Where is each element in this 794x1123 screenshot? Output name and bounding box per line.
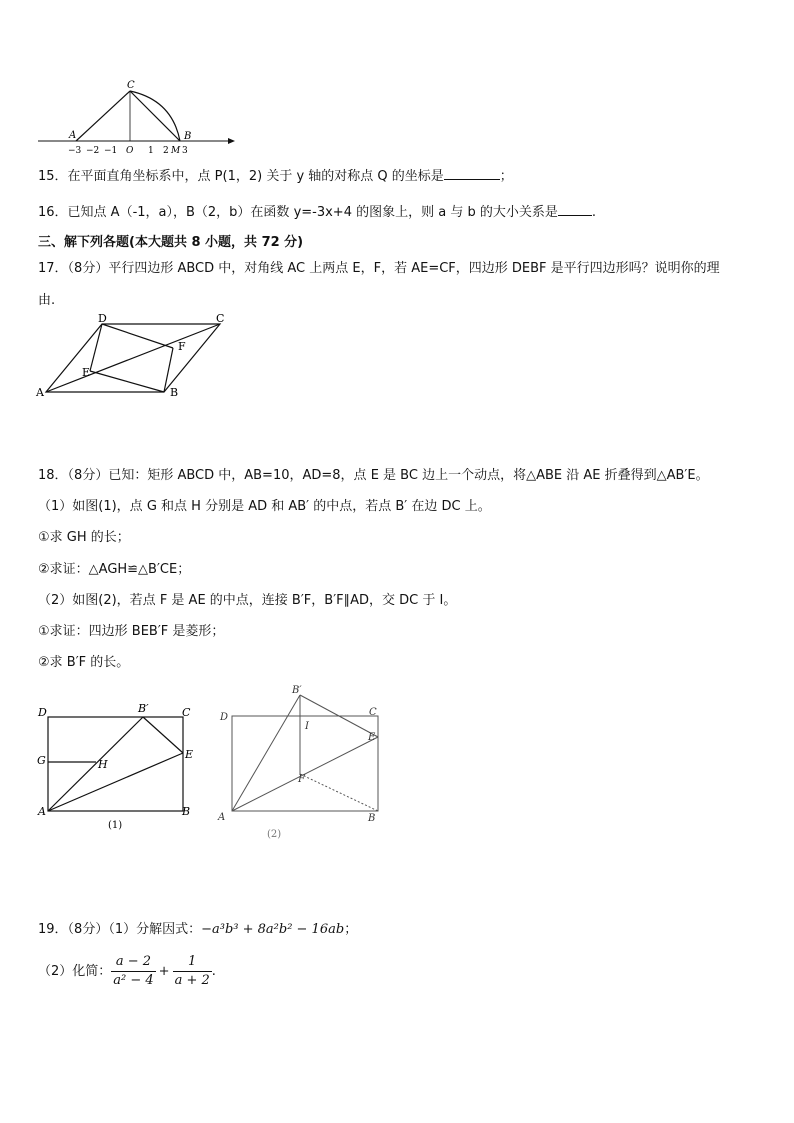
- fig2-label-e: E: [368, 732, 376, 743]
- fraction-2-denominator: a + 2: [174, 973, 210, 988]
- fig1-label-b: B: [182, 805, 191, 818]
- fig2-caption: (2): [267, 829, 282, 840]
- q19-line1-tail: ；: [344, 922, 358, 937]
- q19-line1-prefix: 19．（8分）（1）分解因式：: [38, 922, 202, 937]
- q18-line2: （1）如图(1)，点 G 和点 H 分别是 AD 和 AB′ 的中点，若点 B′ 在边 DC 上。: [38, 499, 491, 514]
- q19-expression-1: −a³b³ + 8a²b² − 16ab: [201, 922, 345, 937]
- section-3-heading: 三、解下列各题(本大题共 8 小题，共 72 分): [38, 235, 304, 250]
- q18-line4: ②求证：△AGH≌△B′CE；: [38, 562, 191, 577]
- q19-part2: [38, 952, 216, 992]
- question-16: [38, 203, 596, 222]
- fig14-tick-6: 2: [163, 146, 169, 156]
- q18-line5: （2）如图(2)，若点 F 是 AE 的中点，连接 B′F，B′F∥AD，交 DC 于 I。: [38, 593, 457, 608]
- q19-part1: [38, 921, 357, 939]
- fig2-label-b: B: [368, 813, 376, 824]
- q19-tail: .: [211, 964, 216, 979]
- fraction-1-numerator: a − 2: [111, 953, 155, 972]
- fig14-tick-1: −3: [68, 146, 82, 156]
- fig14-tick-8: 3: [182, 146, 188, 156]
- fig2-label-d: D: [220, 712, 229, 723]
- q17-line2: 由.: [38, 293, 56, 308]
- fig2-label-b-prime: B′: [292, 685, 302, 696]
- fig14-tick-7: M: [171, 146, 181, 156]
- q19-line2-prefix: （2）化简：: [38, 964, 112, 979]
- q17-label-c: C: [216, 312, 225, 325]
- fig1-label-a: A: [38, 805, 46, 818]
- fig1-label-e: E: [185, 748, 194, 761]
- q17-parallelogram-figure: [30, 310, 240, 402]
- q14-figure: [30, 78, 240, 158]
- fig14-label-c: C: [127, 80, 135, 91]
- q18-figure-2: [212, 680, 392, 845]
- q15-text: 15．在平面直角坐标系中，点 P(1，2) 关于 y 轴的对称点 Q 的坐标是: [38, 169, 444, 184]
- fig2-label-a: A: [218, 812, 226, 823]
- fig2-label-f: F: [298, 774, 305, 785]
- fig1-label-h: H: [98, 758, 108, 771]
- fig14-tick-2: −2: [86, 146, 100, 156]
- q17-label-b: B: [170, 386, 179, 399]
- q18-figure-1: [30, 698, 205, 838]
- fig1-caption: (1): [108, 820, 123, 831]
- fig1-label-d: D: [38, 706, 47, 719]
- q18-line7: ②求 B′F 的长。: [38, 655, 130, 670]
- q17-label-a: A: [36, 386, 44, 399]
- fraction-1-denominator: a² − 4: [113, 973, 154, 988]
- fig1-label-c: C: [182, 706, 191, 719]
- q15-tail: ；: [499, 169, 513, 184]
- q17-label-f: F: [178, 340, 186, 353]
- q16-tail: .: [591, 205, 596, 220]
- q16-text: 16．已知点 A（-1，a），B（2，b）在函数 y=-3x+4 的图象上，则 a 与 b 的大小关系是: [38, 205, 558, 220]
- fig1-label-g: G: [37, 754, 46, 767]
- q18-line6: ①求证：四边形 BEB′F 是菱形；: [38, 624, 225, 639]
- q15-answer-blank[interactable]: [444, 167, 500, 180]
- q18-line3: ①求 GH 的长；: [38, 530, 130, 545]
- q17-line1: 17．（8分）平行四边形 ABCD 中，对角线 AC 上两点 E，F，若 AE=CF，四边形 DEBF 是平行四边形吗？说明你的理: [38, 261, 720, 276]
- fig2-label-c: C: [369, 707, 377, 718]
- q16-answer-blank[interactable]: [558, 203, 592, 216]
- fraction-2-numerator: 1: [173, 953, 212, 972]
- q18-line1: 18．（8分）已知：矩形 ABCD 中，AB=10，AD=8，点 E 是 BC 边上一个动点，将△ABE 沿 AE 折叠得到△AB′E。: [38, 468, 709, 483]
- fig14-tick-4: O: [126, 146, 134, 156]
- q17-label-e: E: [82, 366, 91, 379]
- fig14-tick-5: 1: [148, 146, 154, 156]
- fig1-label-b-prime: B′: [138, 702, 149, 715]
- q19-fraction-2: [173, 953, 212, 990]
- fig14-label-b: B: [184, 131, 192, 142]
- fig2-label-i: I: [305, 721, 309, 732]
- question-15: [38, 167, 513, 186]
- fig14-label-a: A: [69, 130, 77, 141]
- fig14-tick-3: −1: [104, 146, 118, 156]
- q19-fraction-1: [111, 953, 155, 990]
- q17-label-d: D: [98, 312, 107, 325]
- plus-sign: +: [158, 964, 170, 979]
